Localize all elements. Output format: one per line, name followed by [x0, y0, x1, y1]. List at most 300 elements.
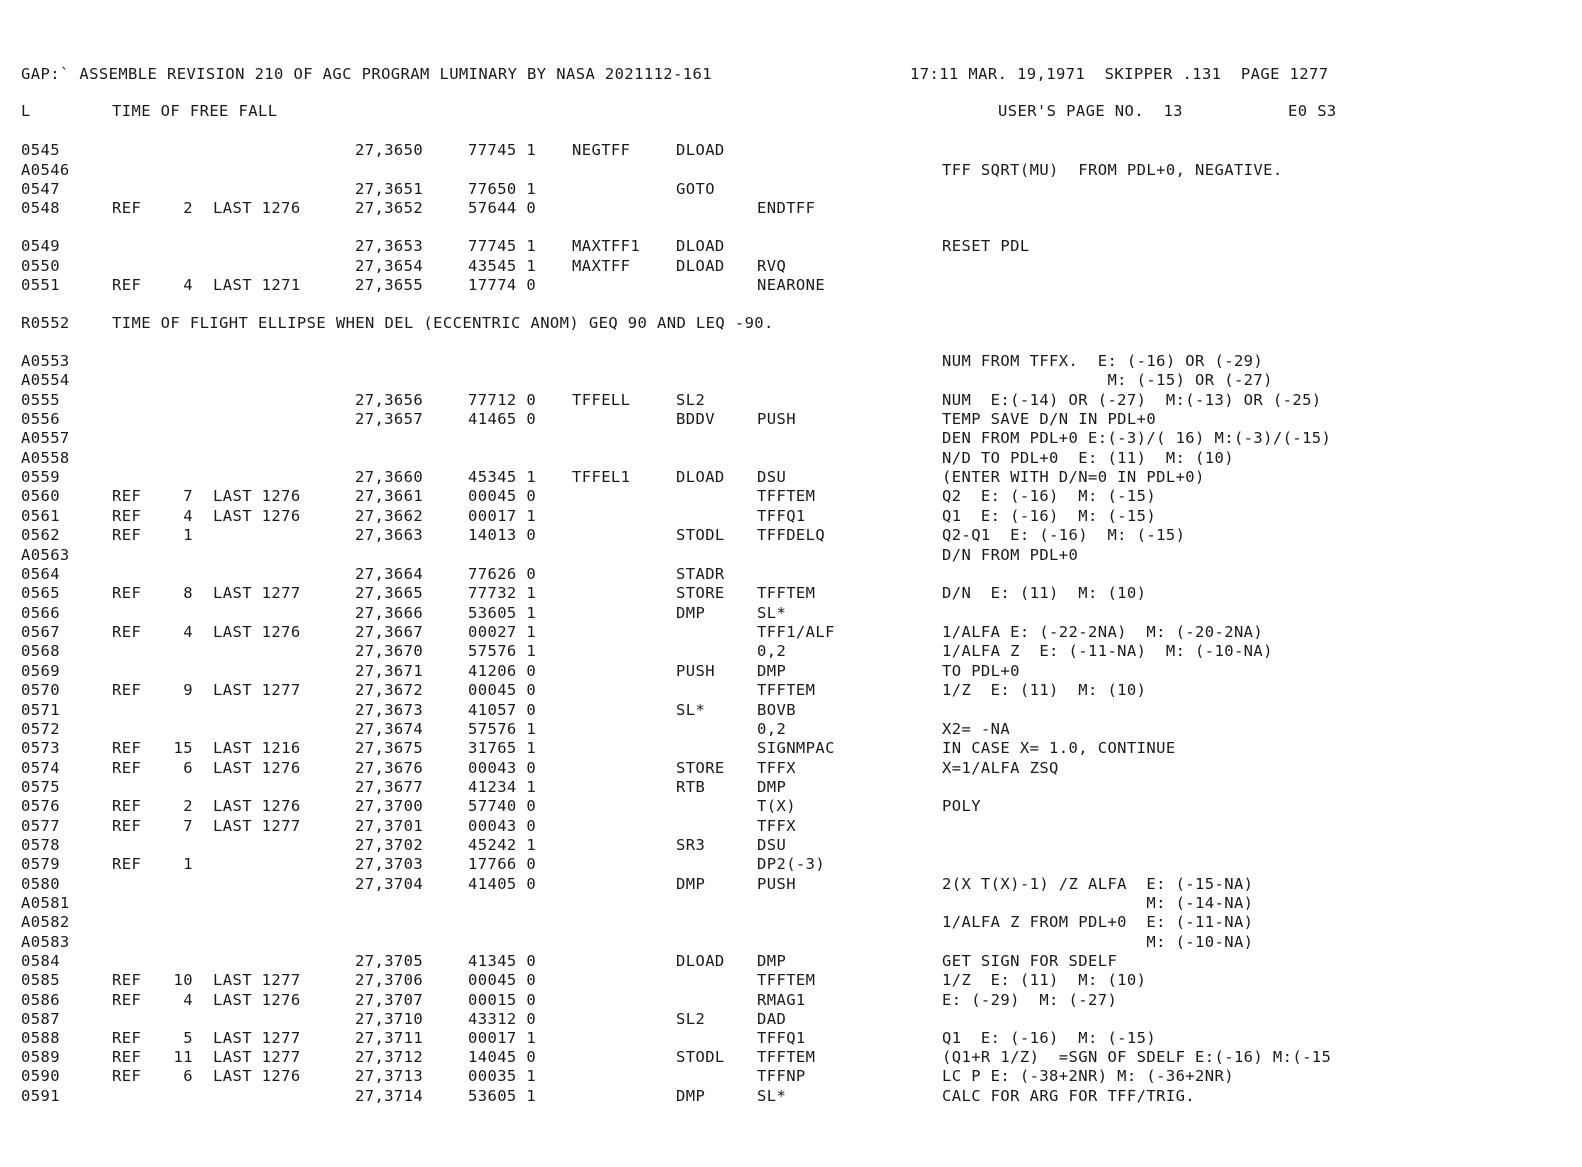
opcode: RTB [676, 778, 706, 796]
listing-line [0, 854, 1582, 874]
ref-marker: REF [112, 1067, 142, 1085]
address: 27,3664 [355, 565, 424, 583]
operand: DMP [757, 778, 787, 796]
octal-word: 00045 0 [468, 681, 537, 699]
listing-line [0, 390, 1582, 410]
ref-count: 9 [183, 681, 193, 699]
line-number: 0566 [21, 604, 60, 622]
octal-word: 45242 1 [468, 836, 537, 854]
line-number: 0576 [21, 797, 60, 815]
line-number: A0583 [21, 933, 70, 951]
operand: DAD [757, 1010, 787, 1028]
operand: SIGNMPAC [757, 739, 835, 757]
listing-line [0, 236, 1582, 256]
ref-marker: REF [112, 1048, 142, 1066]
octal-word: 43312 0 [468, 1010, 537, 1028]
address: 27,3660 [355, 468, 424, 486]
operand: TFFX [757, 759, 796, 777]
last-ref: LAST 1276 [213, 487, 301, 505]
last-ref: LAST 1277 [213, 817, 301, 835]
last-ref: LAST 1277 [213, 971, 301, 989]
listing-line [0, 583, 1582, 603]
opcode: DMP [676, 875, 706, 893]
comment: IN CASE X= 1.0, CONTINUE [942, 739, 1176, 757]
comment: M: (-10-NA) [942, 933, 1254, 951]
line-number: 0580 [21, 875, 60, 893]
octal-word: 00017 1 [468, 507, 537, 525]
operand: TFFTEM [757, 1048, 816, 1066]
octal-word: 41345 0 [468, 952, 537, 970]
octal-word: 14045 0 [468, 1048, 537, 1066]
line-number: 0591 [21, 1087, 60, 1105]
listing-line [0, 564, 1582, 584]
listing-line [0, 738, 1582, 758]
address: 27,3661 [355, 487, 424, 505]
address: 27,3714 [355, 1087, 424, 1105]
operand: TFFTEM [757, 681, 816, 699]
octal-word: 53605 1 [468, 1087, 537, 1105]
address: 27,3650 [355, 141, 424, 159]
opcode: DLOAD [676, 257, 725, 275]
opcode: DLOAD [676, 141, 725, 159]
line-number: 0590 [21, 1067, 60, 1085]
line-number: 0578 [21, 836, 60, 854]
octal-word: 17774 0 [468, 276, 537, 294]
address: 27,3671 [355, 662, 424, 680]
operand: SL* [757, 604, 787, 622]
section-header [0, 101, 1582, 121]
comment: RESET PDL [942, 237, 1030, 255]
comment: TO PDL+0 [942, 662, 1020, 680]
listing-line [0, 796, 1582, 816]
octal-word: 57644 0 [468, 199, 537, 217]
opcode: BDDV [676, 410, 715, 428]
address: 27,3674 [355, 720, 424, 738]
listing-line [0, 970, 1582, 990]
operand: DP2(-3) [757, 855, 826, 873]
last-ref: LAST 1277 [213, 1029, 301, 1047]
octal-word: 43545 1 [468, 257, 537, 275]
address: 27,3676 [355, 759, 424, 777]
line-number: 0548 [21, 199, 60, 217]
line-number: A0563 [21, 546, 70, 564]
octal-word: 41206 0 [468, 662, 537, 680]
listing-line [0, 700, 1582, 720]
listing-line [0, 1066, 1582, 1086]
ref-marker: REF [112, 584, 142, 602]
listing-line [0, 893, 1582, 913]
operand: DMP [757, 952, 787, 970]
label: TFFELL [572, 391, 631, 409]
octal-word: 00043 0 [468, 759, 537, 777]
octal-word: 17766 0 [468, 855, 537, 873]
octal-word: 31765 1 [468, 739, 537, 757]
ref-count: 7 [183, 487, 193, 505]
line-number: 0547 [21, 180, 60, 198]
opcode: STODL [676, 1048, 725, 1066]
ref-count: 8 [183, 584, 193, 602]
ref-count: 10 [173, 971, 193, 989]
listing-line [0, 198, 1582, 218]
listing-line [0, 1028, 1582, 1048]
opcode: DLOAD [676, 952, 725, 970]
listing-line [0, 467, 1582, 487]
operand: T(X) [757, 797, 796, 815]
comment: D/N FROM PDL+0 [942, 546, 1079, 564]
listing-line [0, 448, 1582, 468]
operand: RMAG1 [757, 991, 806, 1009]
listing-line [0, 641, 1582, 661]
last-ref: LAST 1276 [213, 797, 301, 815]
address: 27,3677 [355, 778, 424, 796]
operand: PUSH [757, 410, 796, 428]
opcode: SL2 [676, 391, 706, 409]
header-right: 17:11 MAR. 19,1971 SKIPPER .131 PAGE 1277 [910, 65, 1329, 83]
address: 27,3654 [355, 257, 424, 275]
octal-word: 41465 0 [468, 410, 537, 428]
comment: (Q1+R 1/Z) =SGN OF SDELF E:(-16) M:(-15 [942, 1048, 1332, 1066]
line-number: 0574 [21, 759, 60, 777]
listing-line [0, 428, 1582, 448]
operand: TFFQ1 [757, 1029, 806, 1047]
line-number: R0552 [21, 314, 70, 332]
listing-line [0, 603, 1582, 623]
ref-count: 11 [173, 1048, 193, 1066]
ref-marker: REF [112, 487, 142, 505]
listing-line [0, 256, 1582, 276]
line-number: 0555 [21, 391, 60, 409]
line-number: A0581 [21, 894, 70, 912]
address: 27,3655 [355, 276, 424, 294]
listing-line [0, 370, 1582, 390]
operand: TFFNP [757, 1067, 806, 1085]
line-number: 0545 [21, 141, 60, 159]
line-number: 0559 [21, 468, 60, 486]
listing-line [0, 179, 1582, 199]
ref-marker: REF [112, 526, 142, 544]
line-number: 0584 [21, 952, 60, 970]
listing-line [0, 351, 1582, 371]
address: 27,3704 [355, 875, 424, 893]
address: 27,3675 [355, 739, 424, 757]
address: 27,3667 [355, 623, 424, 641]
comment: TFF SQRT(MU) FROM PDL+0, NEGATIVE. [942, 161, 1283, 179]
listing-line [0, 661, 1582, 681]
comment: GET SIGN FOR SDELF [942, 952, 1118, 970]
listing-line [0, 835, 1582, 855]
label: NEGTFF [572, 141, 631, 159]
address: 27,3665 [355, 584, 424, 602]
octal-word: 00045 0 [468, 971, 537, 989]
octal-word: 57740 0 [468, 797, 537, 815]
line-number: A0557 [21, 429, 70, 447]
comment: 1/ALFA Z E: (-11-NA) M: (-10-NA) [942, 642, 1273, 660]
line-number: 0579 [21, 855, 60, 873]
ref-count: 4 [183, 623, 193, 641]
line-number: 0549 [21, 237, 60, 255]
opcode: GOTO [676, 180, 715, 198]
line-number: 0573 [21, 739, 60, 757]
address: 27,3713 [355, 1067, 424, 1085]
address: 27,3707 [355, 991, 424, 1009]
line-number: A0582 [21, 913, 70, 931]
address: 27,3652 [355, 199, 424, 217]
comment: 1/Z E: (11) M: (10) [942, 971, 1147, 989]
listing-line [0, 816, 1582, 836]
octal-word: 00043 0 [468, 817, 537, 835]
opcode: STADR [676, 565, 725, 583]
address: 27,3710 [355, 1010, 424, 1028]
comment: (ENTER WITH D/N=0 IN PDL+0) [942, 468, 1205, 486]
line-number: 0567 [21, 623, 60, 641]
address: 27,3657 [355, 410, 424, 428]
comment: 1/ALFA E: (-22-2NA) M: (-20-2NA) [942, 623, 1264, 641]
ref-marker: REF [112, 681, 142, 699]
listing-line [0, 313, 1582, 333]
operand: TFFTEM [757, 971, 816, 989]
ref-count: 1 [183, 526, 193, 544]
listing-line [0, 525, 1582, 545]
line-number: 0588 [21, 1029, 60, 1047]
label: TFFEL1 [572, 468, 631, 486]
ref-marker: REF [112, 199, 142, 217]
ref-marker: REF [112, 276, 142, 294]
line-number: 0551 [21, 276, 60, 294]
comment: DEN FROM PDL+0 E:(-3)/( 16) M:(-3)/(-15) [942, 429, 1332, 447]
octal-word: 00045 0 [468, 487, 537, 505]
comment: CALC FOR ARG FOR TFF/TRIG. [942, 1087, 1196, 1105]
listing-line [0, 140, 1582, 160]
octal-word: 77626 0 [468, 565, 537, 583]
listing-line [0, 680, 1582, 700]
comment: Q1 E: (-16) M: (-15) [942, 1029, 1157, 1047]
listing-line [0, 160, 1582, 180]
ref-marker: REF [112, 759, 142, 777]
octal-word: 00035 1 [468, 1067, 537, 1085]
address: 27,3706 [355, 971, 424, 989]
last-ref: LAST 1276 [213, 759, 301, 777]
ref-count: 7 [183, 817, 193, 835]
ref-marker: REF [112, 817, 142, 835]
last-ref: LAST 1276 [213, 1067, 301, 1085]
line-number: 0570 [21, 681, 60, 699]
comment: X=1/ALFA ZSQ [942, 759, 1059, 777]
octal-word: 41234 1 [468, 778, 537, 796]
listing-line [0, 1047, 1582, 1067]
opcode: SL2 [676, 1010, 706, 1028]
header-left: GAP:` ASSEMBLE REVISION 210 OF AGC PROGRAM LUMINARY BY NASA 2021112-161 [21, 65, 712, 83]
comment: D/N E: (11) M: (10) [942, 584, 1147, 602]
ref-count: 5 [183, 1029, 193, 1047]
octal-word: 77745 1 [468, 141, 537, 159]
ref-count: 4 [183, 991, 193, 1009]
line-number: 0571 [21, 701, 60, 719]
ref-marker: REF [112, 507, 142, 525]
ref-marker: REF [112, 739, 142, 757]
octal-word: 14013 0 [468, 526, 537, 544]
label: MAXTFF1 [572, 237, 641, 255]
operand: 0,2 [757, 642, 787, 660]
address: 27,3666 [355, 604, 424, 622]
listing-line [0, 506, 1582, 526]
address: 27,3673 [355, 701, 424, 719]
octal-word: 77732 1 [468, 584, 537, 602]
listing-line [0, 1086, 1582, 1106]
listing-line [0, 874, 1582, 894]
octal-word: 41057 0 [468, 701, 537, 719]
comment: X2= -NA [942, 720, 1011, 738]
listing-line [0, 951, 1582, 971]
ref-count: 2 [183, 797, 193, 815]
line-number: 0565 [21, 584, 60, 602]
comment: Q1 E: (-16) M: (-15) [942, 507, 1157, 525]
opcode: SL* [676, 701, 706, 719]
last-ref: LAST 1276 [213, 507, 301, 525]
operand: TFFQ1 [757, 507, 806, 525]
listing-line [0, 545, 1582, 565]
section-code: E0 S3 [1288, 102, 1337, 120]
address: 27,3703 [355, 855, 424, 873]
line-number: 0550 [21, 257, 60, 275]
opcode: STODL [676, 526, 725, 544]
ref-count: 6 [183, 759, 193, 777]
line-number: 0575 [21, 778, 60, 796]
listing-line [0, 990, 1582, 1010]
address: 27,3662 [355, 507, 424, 525]
octal-word: 53605 1 [468, 604, 537, 622]
listing-line [0, 719, 1582, 739]
operand: TFF1/ALF [757, 623, 835, 641]
ref-count: 15 [173, 739, 193, 757]
line-number: 0589 [21, 1048, 60, 1066]
listing-line [0, 758, 1582, 778]
line-number: 0572 [21, 720, 60, 738]
operand: SL* [757, 1087, 787, 1105]
address: 27,3663 [355, 526, 424, 544]
ref-marker: REF [112, 855, 142, 873]
address: 27,3651 [355, 180, 424, 198]
last-ref: LAST 1271 [213, 276, 301, 294]
ref-count: 4 [183, 507, 193, 525]
operand: DSU [757, 836, 787, 854]
opcode: STORE [676, 759, 725, 777]
line-number: 0560 [21, 487, 60, 505]
line-number: 0556 [21, 410, 60, 428]
comment: NUM FROM TFFX. E: (-16) OR (-29) [942, 352, 1264, 370]
comment: LC P E: (-38+2NR) M: (-36+2NR) [942, 1067, 1234, 1085]
opcode: PUSH [676, 662, 715, 680]
address: 27,3670 [355, 642, 424, 660]
comment: 1/Z E: (11) M: (10) [942, 681, 1147, 699]
listing-line [0, 622, 1582, 642]
opcode: DMP [676, 604, 706, 622]
ref-marker: REF [112, 991, 142, 1009]
comment: POLY [942, 797, 981, 815]
operand: PUSH [757, 875, 796, 893]
page-header [0, 64, 1582, 84]
ref-marker: REF [112, 1029, 142, 1047]
octal-word: 57576 1 [468, 720, 537, 738]
ref-count: 2 [183, 199, 193, 217]
operand: ENDTFF [757, 199, 816, 217]
line-number: 0568 [21, 642, 60, 660]
line-number: 0587 [21, 1010, 60, 1028]
operand: TFFDELQ [757, 526, 826, 544]
opcode: SR3 [676, 836, 706, 854]
ref-marker: REF [112, 971, 142, 989]
comment: E: (-29) M: (-27) [942, 991, 1118, 1009]
address: 27,3653 [355, 237, 424, 255]
ref-marker: REF [112, 623, 142, 641]
operand: RVQ [757, 257, 787, 275]
octal-word: 57576 1 [468, 642, 537, 660]
opcode: DMP [676, 1087, 706, 1105]
operand: NEARONE [757, 276, 826, 294]
octal-word: 00027 1 [468, 623, 537, 641]
operand: 0,2 [757, 720, 787, 738]
comment: Q2-Q1 E: (-16) M: (-15) [942, 526, 1186, 544]
ref-count: 1 [183, 855, 193, 873]
opcode: DLOAD [676, 468, 725, 486]
ref-count: 4 [183, 276, 193, 294]
comment: M: (-15) OR (-27) [942, 371, 1273, 389]
line-number: 0586 [21, 991, 60, 1009]
last-ref: LAST 1216 [213, 739, 301, 757]
address: 27,3712 [355, 1048, 424, 1066]
last-ref: LAST 1276 [213, 199, 301, 217]
label: MAXTFF [572, 257, 631, 275]
listing-line [0, 1009, 1582, 1029]
octal-word: 77745 1 [468, 237, 537, 255]
listing-line [0, 932, 1582, 952]
line-number: 0564 [21, 565, 60, 583]
address: 27,3705 [355, 952, 424, 970]
line-number: A0546 [21, 161, 70, 179]
listing-line [0, 409, 1582, 429]
operand: DSU [757, 468, 787, 486]
operand: TFFX [757, 817, 796, 835]
line-number: 0569 [21, 662, 60, 680]
line-number: A0554 [21, 371, 70, 389]
remark: TIME OF FLIGHT ELLIPSE WHEN DEL (ECCENTRIC ANOM) GEQ 90 AND LEQ -90. [112, 314, 774, 332]
last-ref: LAST 1276 [213, 623, 301, 641]
last-ref: LAST 1277 [213, 584, 301, 602]
opcode: DLOAD [676, 237, 725, 255]
line-number: 0585 [21, 971, 60, 989]
line-number: 0562 [21, 526, 60, 544]
comment: M: (-14-NA) [942, 894, 1254, 912]
ref-count: 6 [183, 1067, 193, 1085]
octal-word: 41405 0 [468, 875, 537, 893]
address: 27,3672 [355, 681, 424, 699]
listing-line [0, 777, 1582, 797]
address: 27,3701 [355, 817, 424, 835]
comment: 2(X T(X)-1) /Z ALFA E: (-15-NA) [942, 875, 1254, 893]
comment: 1/ALFA Z FROM PDL+0 E: (-11-NA) [942, 913, 1254, 931]
octal-word: 77712 0 [468, 391, 537, 409]
line-number: A0553 [21, 352, 70, 370]
opcode: STORE [676, 584, 725, 602]
octal-word: 00017 1 [468, 1029, 537, 1047]
section-type: L [21, 102, 31, 120]
operand: TFFTEM [757, 487, 816, 505]
listing-line [0, 486, 1582, 506]
comment: N/D TO PDL+0 E: (11) M: (10) [942, 449, 1234, 467]
user-page-number: USER'S PAGE NO. 13 [998, 102, 1183, 120]
address: 27,3702 [355, 836, 424, 854]
operand: TFFTEM [757, 584, 816, 602]
line-number: A0558 [21, 449, 70, 467]
